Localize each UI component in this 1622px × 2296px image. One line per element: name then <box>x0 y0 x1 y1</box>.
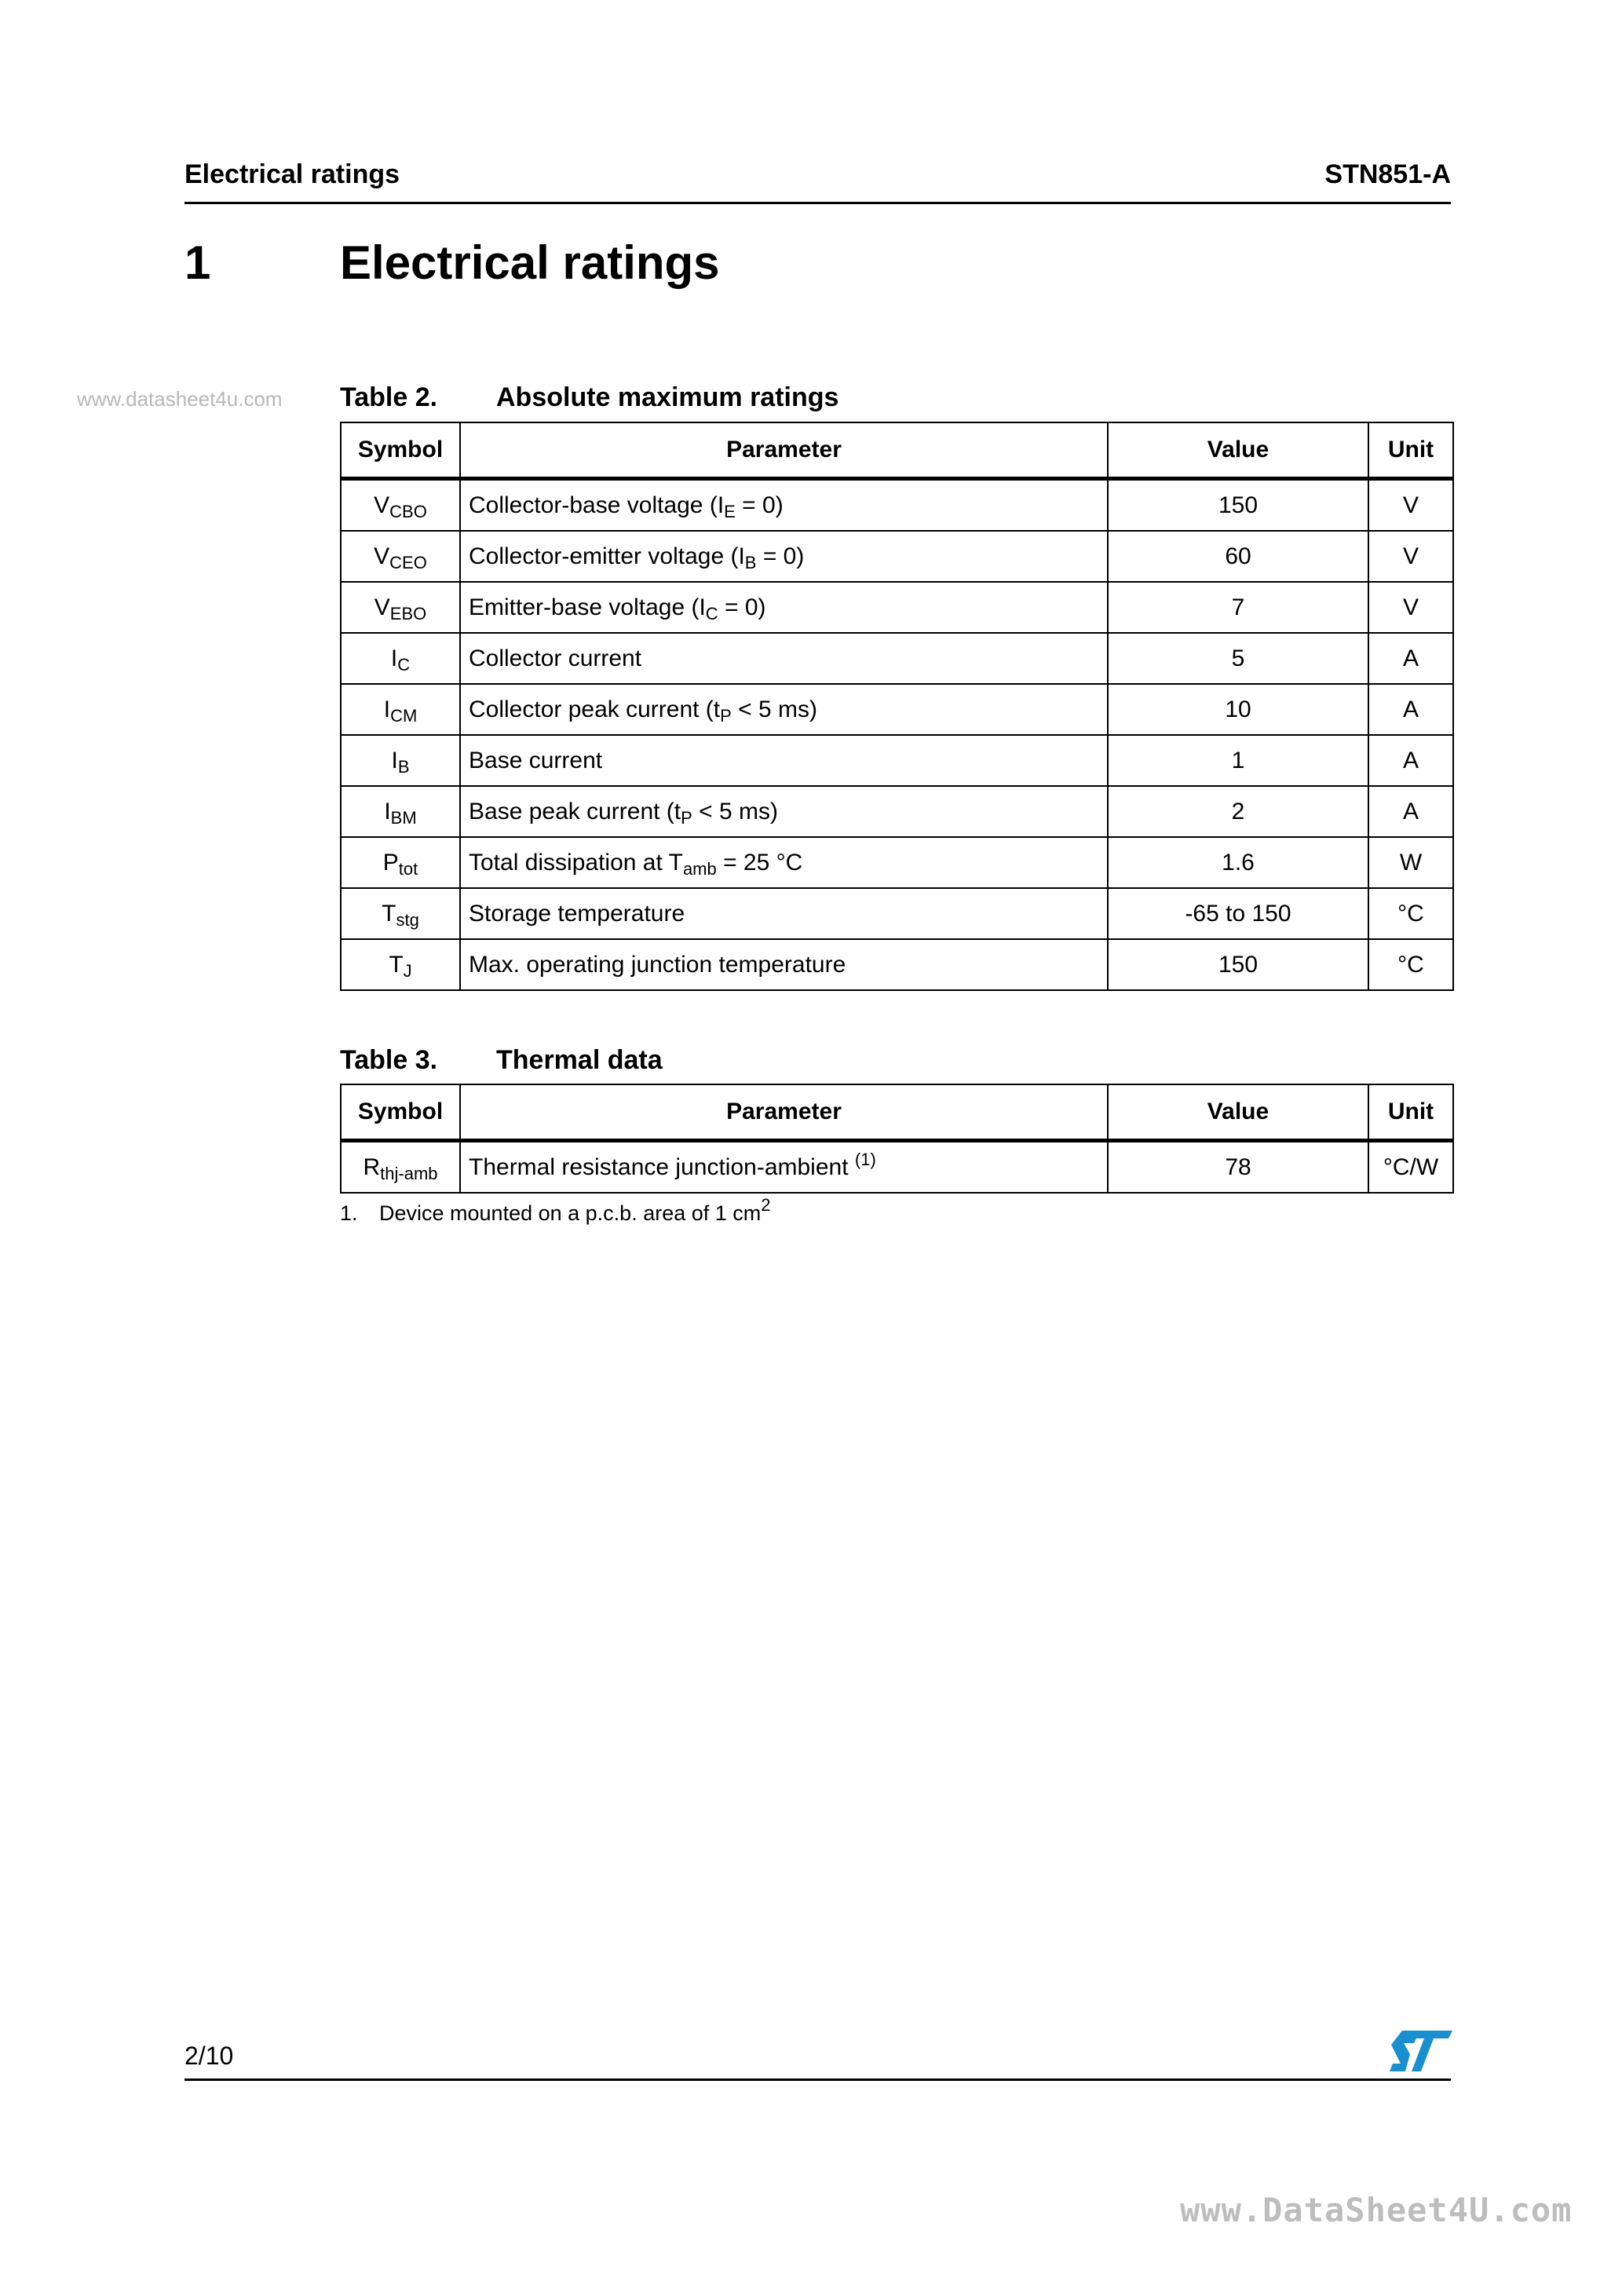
col-unit: Unit <box>1368 1084 1453 1141</box>
footnote-text: Device mounted on a p.c.b. area of 1 cm <box>379 1201 762 1225</box>
cell-symbol <box>341 888 460 939</box>
symbol-subscript: C <box>397 654 411 675</box>
col-value: Value <box>1108 1084 1368 1141</box>
table2-title: Absolute maximum ratings <box>496 382 839 412</box>
col-symbol: Symbol <box>341 422 460 479</box>
col-value: Value <box>1108 422 1368 479</box>
running-header-section: Electrical ratings <box>184 159 400 189</box>
table-row <box>341 582 1453 633</box>
symbol-subscript: EBO <box>389 603 427 623</box>
cell-unit: A <box>1368 735 1453 786</box>
footnote-superscript: 2 <box>761 1195 771 1215</box>
table2-label: Table 2. <box>340 382 438 412</box>
parameter-tail: < 5 ms) <box>692 798 779 824</box>
symbol-subscript: tot <box>398 858 418 879</box>
cell-value: 150 <box>1108 939 1368 990</box>
table-row <box>341 633 1453 684</box>
symbol-base: V <box>374 543 390 569</box>
cell-unit: °C/W <box>1368 1141 1453 1194</box>
parameter-tail: < 5 ms) <box>731 696 818 722</box>
cell-symbol <box>341 786 460 837</box>
parameter-text: Storage temperature <box>469 900 685 927</box>
cell-symbol <box>341 837 460 888</box>
watermark-url: www.datasheet4u.com <box>77 387 283 411</box>
col-parameter: Parameter <box>460 422 1108 479</box>
parameter-subscript: P <box>681 807 692 828</box>
table-footnote <box>340 1195 771 1226</box>
symbol-subscript: thj-amb <box>380 1163 438 1183</box>
symbol-subscript: stg <box>396 909 419 930</box>
cell-symbol <box>341 582 460 633</box>
table-row <box>341 479 1453 532</box>
symbol-base: P <box>382 849 399 876</box>
parameter-text: Collector peak current (t <box>469 696 721 722</box>
cell-parameter <box>460 939 1108 990</box>
cell-parameter <box>460 582 1108 633</box>
parameter-text: Max. operating junction temperature <box>469 951 846 978</box>
cell-unit: V <box>1368 531 1453 582</box>
parameter-text: Collector current <box>469 645 642 671</box>
table-row <box>341 531 1453 582</box>
col-unit: Unit <box>1368 422 1453 479</box>
table3-caption <box>340 1045 663 1076</box>
cell-symbol <box>341 735 460 786</box>
table-header-row <box>341 422 1453 479</box>
watermark-bottom: www.DataSheet4U.com <box>1180 2191 1573 2229</box>
parameter-tail: = 0) <box>735 492 784 518</box>
symbol-subscript: BM <box>390 807 417 828</box>
cell-parameter <box>460 531 1108 582</box>
absolute-max-ratings-table <box>340 422 1454 991</box>
parameter-text: Collector-emitter voltage (I <box>469 543 745 569</box>
cell-unit: A <box>1368 684 1453 735</box>
running-header-part: STN851-A <box>1324 159 1451 189</box>
cell-value: 1 <box>1108 735 1368 786</box>
cell-symbol <box>341 531 460 582</box>
table2-caption <box>340 382 838 413</box>
symbol-base: T <box>389 951 404 978</box>
table-row <box>341 684 1453 735</box>
parameter-tail: = 25 °C <box>716 849 803 876</box>
table3-label: Table 3. <box>340 1045 438 1075</box>
section-title: Electrical ratings <box>340 236 720 289</box>
table-row <box>341 1141 1453 1194</box>
header-rule <box>184 202 1451 204</box>
parameter-text: Total dissipation at T <box>469 849 683 876</box>
symbol-subscript: B <box>397 756 410 777</box>
cell-value: 60 <box>1108 531 1368 582</box>
cell-symbol <box>341 939 460 990</box>
col-symbol: Symbol <box>341 1084 460 1141</box>
section-number: 1 <box>184 236 211 289</box>
table-row <box>341 735 1453 786</box>
symbol-base: I <box>390 645 398 671</box>
symbol-base: T <box>382 900 396 927</box>
symbol-subscript: CM <box>390 705 418 726</box>
cell-value: -65 to 150 <box>1108 888 1368 939</box>
parameter-subscript: P <box>720 705 732 726</box>
symbol-subscript: CBO <box>389 501 427 521</box>
parameter-text: Base peak current (t <box>469 798 681 824</box>
cell-parameter <box>460 1141 1108 1194</box>
table-row <box>341 939 1453 990</box>
cell-parameter <box>460 633 1108 684</box>
cell-unit: °C <box>1368 939 1453 990</box>
cell-value: 5 <box>1108 633 1368 684</box>
symbol-base: I <box>383 696 391 722</box>
table-row <box>341 888 1453 939</box>
cell-unit: V <box>1368 582 1453 633</box>
page-number: 2/10 <box>184 2042 234 2070</box>
cell-symbol <box>341 633 460 684</box>
cell-value: 2 <box>1108 786 1368 837</box>
symbol-base: V <box>374 492 390 518</box>
cell-value: 10 <box>1108 684 1368 735</box>
parameter-subscript: E <box>724 501 736 521</box>
parameter-subscript: B <box>744 552 757 572</box>
cell-symbol <box>341 479 460 532</box>
cell-value: 78 <box>1108 1141 1368 1194</box>
symbol-base: V <box>374 594 390 620</box>
cell-symbol <box>341 1141 460 1194</box>
parameter-subscript: amb <box>682 858 717 879</box>
parameter-text: Emitter-base voltage (I <box>469 594 706 620</box>
parameter-text: Collector-base voltage (I <box>469 492 725 518</box>
cell-parameter <box>460 735 1108 786</box>
cell-unit: °C <box>1368 888 1453 939</box>
table3-title: Thermal data <box>496 1045 663 1075</box>
parameter-tail: = 0) <box>756 543 805 569</box>
thermal-data-table <box>340 1084 1454 1194</box>
cell-parameter <box>460 684 1108 735</box>
symbol-base: R <box>363 1153 381 1180</box>
cell-value: 1.6 <box>1108 837 1368 888</box>
parameter-tail: = 0) <box>718 594 766 620</box>
symbol-base: I <box>391 747 398 773</box>
cell-unit: W <box>1368 837 1453 888</box>
symbol-subscript: CEO <box>389 552 427 572</box>
cell-value: 7 <box>1108 582 1368 633</box>
parameter-text: Base current <box>469 747 603 773</box>
st-logo-icon <box>1388 2029 1454 2073</box>
symbol-subscript: J <box>403 960 412 981</box>
cell-unit: A <box>1368 633 1453 684</box>
cell-symbol <box>341 684 460 735</box>
cell-parameter <box>460 479 1108 532</box>
col-parameter: Parameter <box>460 1084 1108 1141</box>
cell-parameter <box>460 837 1108 888</box>
cell-value: 150 <box>1108 479 1368 532</box>
parameter-subscript: C <box>705 603 718 623</box>
cell-parameter <box>460 888 1108 939</box>
footer-rule <box>184 2078 1451 2081</box>
footnote-number: 1. <box>340 1201 358 1225</box>
table-row <box>341 786 1453 837</box>
cell-unit: A <box>1368 786 1453 837</box>
cell-unit: V <box>1368 479 1453 532</box>
parameter-text: Thermal resistance junction-ambient <box>469 1153 855 1180</box>
symbol-base: I <box>384 798 391 824</box>
table-header-row <box>341 1084 1453 1141</box>
footnote-ref: (1) <box>854 1149 876 1169</box>
table-row <box>341 837 1453 888</box>
cell-parameter <box>460 786 1108 837</box>
